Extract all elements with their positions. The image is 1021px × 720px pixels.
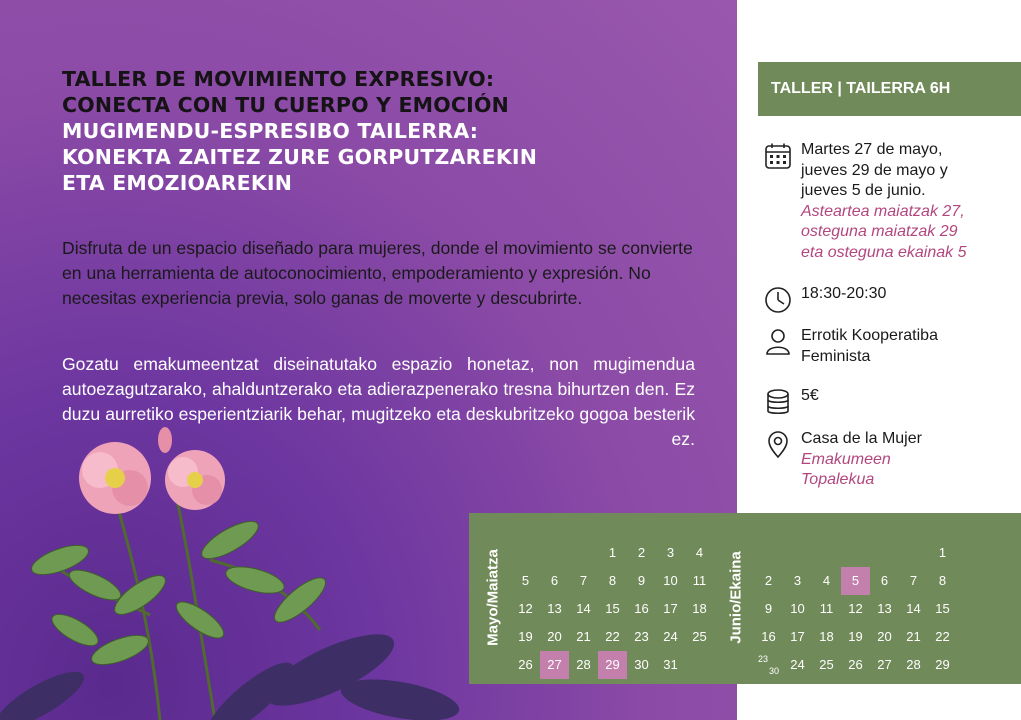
may-day-27: 27 <box>540 651 569 679</box>
may-day-15: 15 <box>605 601 620 616</box>
dates-es-line2: jueves 29 de mayo y <box>801 161 948 179</box>
time-value: 18:30-20:30 <box>801 285 887 302</box>
title-eu-line1: MUGIMENDU-ESPRESIBO TAILERRA: <box>62 119 479 143</box>
june-day-26: 26 <box>848 657 863 672</box>
june-day-13: 13 <box>877 601 892 616</box>
may-day-13: 13 <box>547 601 562 616</box>
person-icon <box>764 328 792 356</box>
june-day-4: 4 <box>822 573 831 588</box>
june-day-2: 2 <box>764 573 773 588</box>
may-day-20: 20 <box>547 629 562 644</box>
june-day-29: 29 <box>935 657 950 672</box>
june-day-16: 16 <box>761 629 776 644</box>
june-day-27: 27 <box>877 657 892 672</box>
may-day-28: 28 <box>576 657 591 672</box>
may-day-30: 30 <box>634 657 649 672</box>
june-day-11: 11 <box>819 601 834 616</box>
organizer-line1: Errotik Kooperatiba <box>801 327 938 344</box>
title-eu-line3: ETA EMOZIOAREKIN <box>62 171 293 195</box>
june-day-21: 21 <box>906 629 921 644</box>
june-day-1: 1 <box>938 545 947 560</box>
june-day-14: 14 <box>906 601 921 616</box>
dates-es-line1: Martes 27 de mayo, <box>801 141 943 158</box>
june-day-22: 22 <box>935 629 950 644</box>
location-eu-line2: Topalekua <box>801 471 875 488</box>
dates-eu-line2: osteguna maiatzak 29 <box>801 223 958 240</box>
dates-es-line3: jueves 5 de junio. <box>801 182 926 199</box>
may-day-25: 25 <box>692 629 707 644</box>
june-day-19: 19 <box>848 629 863 644</box>
june-day-18: 18 <box>819 629 834 644</box>
workshop-title <box>62 66 682 196</box>
june-calendar-label: Junio/Ekaina <box>727 551 745 644</box>
june-day-28: 28 <box>906 657 921 672</box>
june-day-24: 24 <box>790 657 805 672</box>
may-day-29: 29 <box>598 651 627 679</box>
may-day-22: 22 <box>605 629 620 644</box>
location-pin-icon <box>764 431 792 459</box>
may-day-2: 2 <box>637 545 646 560</box>
june-day-15: 15 <box>935 601 950 616</box>
may-day-4: 4 <box>695 545 704 560</box>
june-day-12: 12 <box>848 601 863 616</box>
june-day-3: 3 <box>793 573 802 588</box>
may-day-9: 9 <box>637 573 646 588</box>
dates-eu-line1: Astearteа maiatzak 27, <box>801 202 965 220</box>
june-day-6: 6 <box>880 573 889 588</box>
may-day-23: 23 <box>634 629 649 644</box>
calendar-icon <box>764 142 792 170</box>
may-day-12: 12 <box>518 601 533 616</box>
dates-eu-line3: eta osteguna ekainak 5 <box>801 243 967 261</box>
may-day-1: 1 <box>608 545 617 560</box>
may-day-16: 16 <box>634 601 649 616</box>
organizer-line2: Feminista <box>801 347 871 365</box>
calendar-panel <box>469 513 1021 684</box>
title-es-line2: CONECTA CON TU CUERPO Y EMOCIÓN <box>62 93 509 117</box>
may-day-19: 19 <box>518 629 533 644</box>
june-day-9: 9 <box>764 601 773 616</box>
rose-illustration <box>0 400 470 720</box>
may-day-6: 6 <box>550 573 559 588</box>
june-day-20: 20 <box>877 629 892 644</box>
coins-icon <box>764 388 792 416</box>
june-day-25: 25 <box>819 657 834 672</box>
may-calendar-label: Mayo/Maiatza <box>484 549 502 646</box>
description-es: Disfruta de un espacio diseñado para mujeres, donde el movimiento se convierte en una herramienta de autoconocimiento, empoderamiento y expresión. No necesitas experiencia previa, solo ganas de moverte y descubrirte. <box>62 238 693 308</box>
description-eu: Gozatu emakumeentzat diseinatutako espazio honetaz, non mugimendua autoezagutzarako, ahalduntzerako eta adierazpenerako tresna bihurtzen den. Ez duzu aurretiko esperientziarik behar, mugitzeko eta deskubritzeko gogoa besterik ez. <box>62 354 695 449</box>
title-es-line1: TALLER DE MOVIMIENTO EXPRESIVO: <box>62 67 495 91</box>
may-day-11: 11 <box>692 573 707 588</box>
may-day-21: 21 <box>576 629 591 644</box>
may-day-31: 31 <box>663 657 678 672</box>
may-day-10: 10 <box>663 573 678 588</box>
june-day-10: 10 <box>790 601 805 616</box>
june-day-5: 5 <box>841 567 870 595</box>
may-day-18: 18 <box>692 601 707 616</box>
may-day-3: 3 <box>666 545 675 560</box>
may-day-14: 14 <box>576 601 591 616</box>
may-day-8: 8 <box>608 573 617 588</box>
june-day-23-30: 23 30 <box>758 654 779 676</box>
workshop-duration-tag: TALLER | TAILERRA 6H <box>758 62 1021 116</box>
title-eu-line2: KONEKTA ZAITEZ ZURE GORPUTZAREKIN <box>62 145 538 169</box>
may-day-17: 17 <box>663 601 678 616</box>
june-day-8: 8 <box>938 573 947 588</box>
price-value: 5€ <box>801 387 819 404</box>
june-day-7: 7 <box>909 573 918 588</box>
location-eu-line1: Emakumeen <box>801 450 891 468</box>
june-day-17: 17 <box>790 629 805 644</box>
may-day-26: 26 <box>518 657 533 672</box>
may-day-7: 7 <box>579 573 588 588</box>
may-day-5: 5 <box>521 573 530 588</box>
may-day-24: 24 <box>663 629 678 644</box>
location-es: Casa de la Mujer <box>801 430 922 447</box>
clock-icon <box>764 286 792 314</box>
